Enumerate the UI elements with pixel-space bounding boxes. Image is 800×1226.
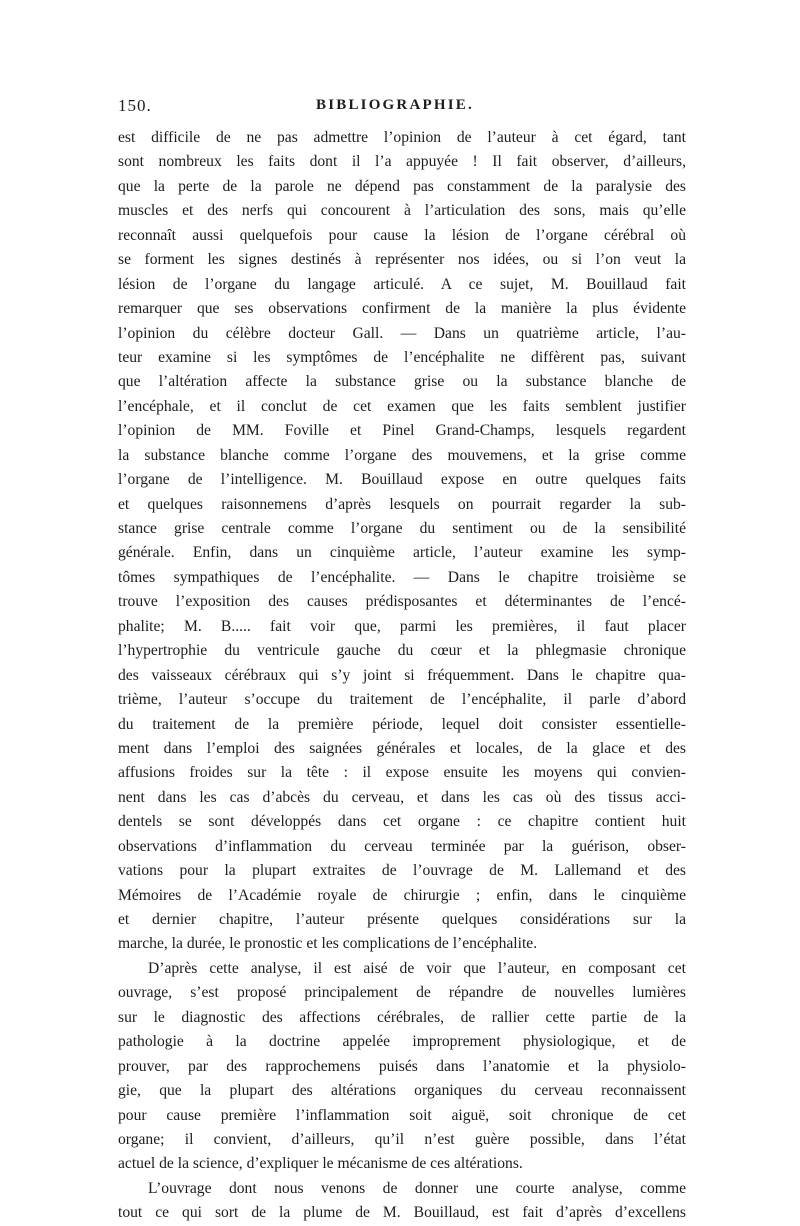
text-line: stance grise centrale comme l’organe du sentiment ou de la sensibilité — [118, 520, 686, 537]
text-line: reconnaît aussi quelquefois pour cause la lésion de l’organe cérébral où — [118, 226, 686, 244]
text-line: trième, l’auteur s’occupe du traitement de l’encéphalite, il parle d’abord — [118, 691, 686, 709]
text-line: pour cause première l’inflammation soit aiguë, soit chronique de cet — [118, 1106, 686, 1124]
text-line: tout ce qui sort de la plume de M. Bouillaud, est fait d’après d’excellens — [118, 1204, 686, 1222]
text-line: Mémoires de l’Académie royale de chirurgie ; enfin, dans le cinquième — [118, 886, 686, 904]
text-line: sur le diagnostic des affections cérébrales, de rallier cette partie de la — [118, 1008, 686, 1026]
text-line: et quelques raisonnemens d’après lesquels on pourrait regarder la sub- — [118, 495, 686, 513]
text-line: est difficile de ne pas admettre l’opinion de l’auteur à cet égard, tant — [118, 129, 686, 146]
page-number: 150. — [118, 96, 152, 115]
text-line: marche, la durée, le pronostic et les complications de l’encéphalite. — [118, 935, 538, 953]
text-line: que la perte de la parole ne dépend pas constamment de la paralysie des — [118, 177, 686, 195]
text-line: muscles et des nerfs qui concourent à l’articulation des sons, mais qu’elle — [118, 202, 686, 220]
text-line: que l’altération affecte la substance grise ou la substance blanche de — [118, 373, 686, 391]
text-line: remarquer que ses observations confirment de la manière la plus évidente — [118, 300, 686, 318]
text-line: gie, que la plupart des altérations organiques du cerveau reconnaissent — [118, 1082, 686, 1100]
text-line: prouver, par des rapprochemens puisés dans l’anatomie et la physiolo- — [118, 1057, 686, 1075]
text-line: organe; il convient, d’ailleurs, qu’il n’est guère possible, dans l’état — [118, 1130, 686, 1148]
text-line: ment dans l’emploi des saignées générales et locales, de la glace et des — [118, 739, 686, 757]
text-line: se forment les signes destinés à représenter nos idées, ou si l’on veut la — [118, 251, 686, 269]
text-line: l’hypertrophie du ventricule gauche du cœur et la phlegmasie chronique — [118, 642, 686, 660]
text-line: dentels se sont développés dans cet organe : ce chapitre contient huit — [118, 813, 686, 831]
text-line: l’organe de l’intelligence. M. Bouillaud expose en outre quelques faits — [118, 471, 686, 489]
text-line: tômes sympathiques de l’encéphalite. — Dans le chapitre troisième se — [118, 568, 686, 586]
text-line: phalite; M. B..... fait voir que, parmi les premières, il faut placer — [118, 617, 686, 635]
text-line: l’encéphale, et il conclut de cet examen que les faits semblent justifier — [118, 397, 686, 415]
text-line: et dernier chapitre, l’auteur présente quelques considérations sur la — [118, 911, 686, 928]
text-line: du traitement de la première période, lequel doit consister essentielle- — [118, 715, 686, 733]
text-line: trouve l’exposition des causes prédisposantes et déterminantes de l’encé- — [118, 593, 686, 611]
text-line: vations pour la plupart extraites de l’ouvrage de M. Lallemand et des — [118, 862, 686, 880]
text-line: L’ouvrage dont nous venons de donner une courte analyse, comme — [148, 1179, 686, 1197]
text-line: des vaisseaux cérébraux qui s’y joint si fréquemment. Dans le chapitre qua- — [118, 666, 686, 684]
text-line: l’opinion du célèbre docteur Gall. — Dans un quatrième article, l’au- — [118, 324, 686, 342]
text-line: lésion de l’organe du langage articulé. A ce sujet, M. Bouillaud fait — [118, 275, 686, 293]
text-line: actuel de la science, d’expliquer le mécanisme de ces altérations. — [118, 1155, 523, 1173]
text-line: D’après cette analyse, il est aisé de voir que l’auteur, en composant cet — [148, 959, 686, 977]
text-line: affusions froides sur la tête : il expose ensuite les moyens qui convien- — [118, 764, 686, 782]
text-line: sont nombreux les faits dont il l’a appuyée ! Il fait observer, d’ailleurs, — [118, 153, 686, 171]
text-line: nent dans les cas d’abcès du cerveau, et dans les cas où des tissus acci- — [118, 788, 686, 806]
text-line: pathologie à la doctrine appelée improprement physiologique, et de — [118, 1033, 686, 1051]
text-line: l’opinion de MM. Foville et Pinel Grand-Champs, lesquels regardent — [118, 422, 686, 440]
text-line: observations d’inflammation du cerveau terminée par la guérison, obser- — [118, 837, 686, 855]
body-text — [118, 126, 686, 1226]
running-title: BIBLIOGRAPHIE. — [316, 97, 474, 113]
text-line: teur examine si les symptômes de l’encéphalite ne diffèrent pas, suivant — [118, 348, 686, 366]
text-line: la substance blanche comme l’organe des mouvemens, et la grise comme — [118, 446, 686, 464]
text-line: ouvrage, s’est proposé principalement de répandre de nouvelles lumières — [118, 984, 686, 1002]
page-header — [118, 96, 686, 120]
text-line: générale. Enfin, dans un cinquième article, l’auteur examine les symp- — [118, 544, 686, 562]
